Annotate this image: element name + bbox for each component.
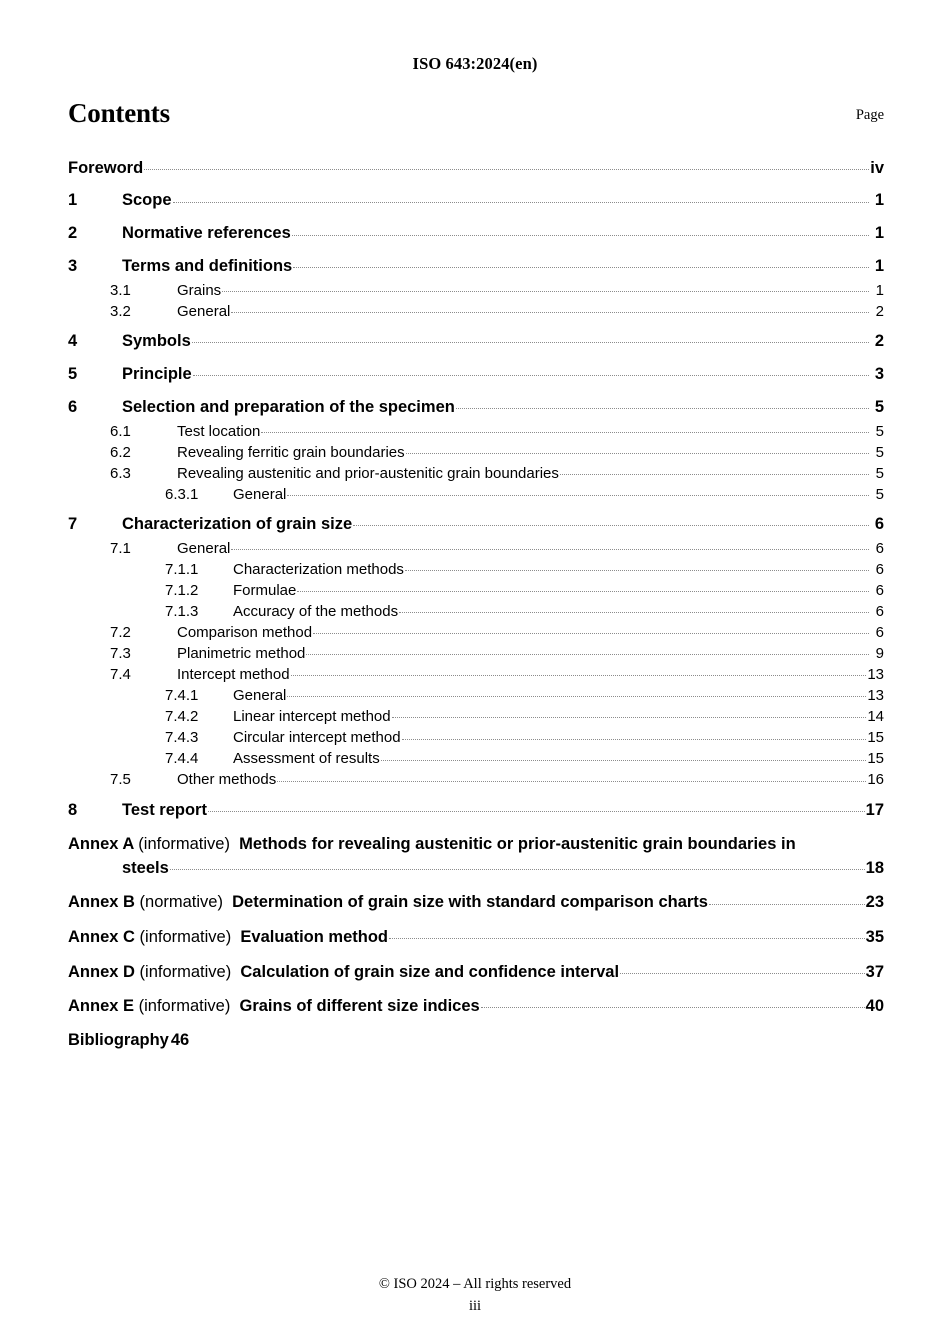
dot-leader — [292, 222, 869, 239]
toc-entry-label: Bibliography — [68, 1031, 169, 1050]
toc-page-number: 35 — [865, 927, 884, 946]
toc-page-number: 23 — [865, 893, 884, 912]
toc-page-number: 13 — [867, 686, 884, 704]
toc-annex-row — [68, 960, 884, 984]
toc-entry[interactable] — [68, 769, 884, 789]
dot-leader — [192, 330, 869, 347]
toc-entry[interactable] — [68, 538, 884, 558]
toc-entry-number: 7.1 — [110, 539, 131, 557]
toc-page-number: 37 — [865, 962, 884, 981]
toc-annex-row — [68, 891, 884, 915]
toc-page-number: 46 — [170, 1031, 190, 1050]
toc-annex-name: Annex D — [68, 962, 135, 981]
toc-entry[interactable] — [68, 396, 884, 420]
toc-annex-kind: (informative) — [138, 997, 231, 1016]
toc-entry[interactable] — [68, 559, 884, 579]
toc-annex-title: Calculation of grain size and confidence interval — [240, 962, 620, 981]
toc-entry-number: 3.1 — [110, 281, 131, 299]
toc-entry-number: 7.1.2 — [165, 581, 199, 599]
toc-entry-number: 3 — [68, 257, 78, 276]
toc-page-number: 6 — [875, 539, 884, 557]
toc-entry[interactable] — [68, 442, 884, 462]
page-column-label: Page — [855, 107, 884, 123]
toc-annex-title: Determination of grain size with standard comparison charts — [232, 893, 708, 912]
dot-leader — [291, 664, 867, 679]
toc-entry-number: 7.4.1 — [165, 686, 199, 704]
toc-annex-title: Evaluation method — [240, 927, 388, 946]
toc-page-number: iv — [870, 158, 884, 177]
toc-page-number: 6 — [875, 581, 884, 599]
toc-entry[interactable] — [68, 664, 884, 684]
toc-page-number: 2 — [874, 332, 884, 351]
dot-leader — [456, 396, 869, 413]
dot-leader — [287, 685, 866, 700]
toc-annex-line-2 — [68, 856, 884, 880]
toc-entry[interactable] — [68, 301, 884, 321]
toc-page-number: 6 — [875, 602, 884, 620]
toc-entry-number: 7.2 — [110, 623, 131, 641]
toc-entry[interactable] — [68, 421, 884, 441]
toc-entry-label: Symbols — [122, 332, 191, 351]
toc-entry[interactable] — [68, 189, 884, 213]
toc-page-number: 5 — [875, 464, 884, 482]
toc-annex-row — [68, 995, 884, 1019]
toc-entry-label: Terms and definitions — [122, 257, 293, 276]
toc-page-number: 1 — [874, 191, 884, 210]
toc-entry-number: 6.2 — [110, 443, 131, 461]
toc-entry-label: General — [177, 302, 231, 320]
dot-leader — [620, 960, 865, 977]
toc-page-number: 5 — [875, 443, 884, 461]
toc-page-number: 1 — [874, 224, 884, 243]
toc-entry-label: Selection and preparation of the specimen — [122, 398, 455, 417]
toc-annex-name: Annex C — [68, 927, 135, 946]
table-of-contents — [68, 156, 884, 1052]
toc-annex-kind: (normative) — [139, 893, 223, 912]
dot-leader — [261, 421, 869, 436]
toc-annex-title-continued: steels — [122, 858, 169, 877]
toc-annex-row — [68, 925, 884, 949]
toc-annex-kind: (informative) — [139, 927, 232, 946]
toc-annex-heading — [68, 891, 708, 914]
toc-entry[interactable] — [68, 748, 884, 768]
toc-page-number: 5 — [875, 485, 884, 503]
toc-entry[interactable] — [68, 601, 884, 621]
dot-leader — [392, 706, 867, 721]
toc-entry-label: Formulae — [233, 581, 297, 599]
toc-entry-label: Principle — [122, 365, 192, 384]
toc-entry[interactable] — [68, 643, 884, 663]
contents-header-row — [68, 100, 884, 127]
toc-entry-label: Normative references — [122, 224, 291, 243]
toc-page-number: 2 — [875, 302, 884, 320]
toc-entry-number: 7 — [68, 515, 78, 534]
dot-leader — [144, 156, 869, 173]
toc-annex-name: Annex A — [68, 835, 134, 854]
toc-entry[interactable] — [68, 622, 884, 642]
toc-entry-label: General — [177, 539, 231, 557]
toc-entry-number: 7.4 — [110, 665, 131, 683]
toc-page-number: 15 — [867, 729, 884, 747]
toc-entry-bibliography[interactable] — [68, 1029, 884, 1052]
toc-entry-label: Test location — [177, 422, 261, 440]
toc-page-number: 6 — [875, 623, 884, 641]
toc-page-number: 6 — [874, 515, 884, 534]
toc-annex-kind: (informative) — [138, 835, 230, 854]
toc-annex-line-1 — [68, 833, 884, 856]
toc-entry-label: Comparison method — [177, 623, 313, 641]
toc-entry-number: 7.4.2 — [165, 708, 199, 726]
dot-leader — [287, 484, 869, 499]
dot-leader — [560, 463, 869, 478]
toc-entry-label: Assessment of results — [233, 750, 380, 768]
toc-page-number: 6 — [875, 560, 884, 578]
toc-annex-entry[interactable] — [68, 925, 884, 949]
toc-entry-label: Planimetric method — [177, 644, 306, 662]
toc-annex-name: Annex B — [68, 893, 135, 912]
dot-leader — [208, 798, 865, 815]
dot-leader — [481, 995, 865, 1012]
toc-entry-label: General — [233, 686, 287, 704]
dot-leader — [399, 601, 869, 616]
dot-leader — [709, 891, 865, 908]
dot-leader — [313, 622, 869, 637]
dot-leader — [293, 255, 869, 272]
toc-entry-number: 7.1.3 — [165, 602, 199, 620]
toc-entry[interactable] — [68, 280, 884, 300]
toc-entry-label: Grains — [177, 281, 222, 299]
toc-annex-entry[interactable] — [68, 960, 884, 984]
toc-entry[interactable] — [68, 222, 884, 246]
dot-leader — [353, 513, 869, 530]
toc-entry-label: Accuracy of the methods — [233, 602, 399, 620]
toc-entry-number: 7.4.4 — [165, 750, 199, 768]
toc-annex-entry[interactable] — [68, 833, 884, 880]
toc-entry-label: Circular intercept method — [233, 729, 401, 747]
dot-leader — [277, 769, 866, 784]
toc-page-number: 3 — [874, 365, 884, 384]
dot-leader — [170, 856, 865, 873]
toc-entry-label: Revealing ferritic grain boundaries — [177, 443, 405, 461]
toc-entry-label: General — [233, 485, 287, 503]
dot-leader — [222, 280, 869, 295]
toc-entry[interactable] — [68, 255, 884, 279]
toc-annex-title: Methods for revealing austenitic or prior-austenitic grain boundaries in — [239, 835, 796, 854]
toc-page-number: 17 — [865, 800, 884, 819]
toc-page-number: 14 — [867, 708, 884, 726]
dot-leader — [405, 559, 869, 574]
toc-page-number: 9 — [875, 644, 884, 662]
toc-entry-label: Revealing austenitic and prior-austenitic grain boundaries — [177, 464, 559, 482]
dot-leader — [231, 538, 869, 553]
toc-annex-heading — [68, 926, 388, 949]
dot-leader — [389, 925, 865, 942]
toc-page-number: 40 — [865, 997, 884, 1016]
dot-leader — [406, 442, 869, 457]
toc-entry[interactable] — [68, 156, 884, 180]
toc-entry-number: 6.3.1 — [165, 485, 199, 503]
toc-entry-number: 5 — [68, 365, 78, 384]
toc-entry-number: 7.3 — [110, 644, 131, 662]
page-folio: iii — [468, 1298, 482, 1314]
dot-leader — [297, 580, 869, 595]
toc-page-number: 5 — [874, 398, 884, 417]
page-title: Contents — [68, 98, 170, 128]
toc-entry-number: 7.5 — [110, 771, 131, 789]
toc-entry-number: 3.2 — [110, 302, 131, 320]
toc-entry-label: Characterization of grain size — [122, 515, 353, 534]
toc-page-number: 16 — [867, 771, 884, 789]
footer-copyright: © ISO 2024 – All rights reserved — [378, 1276, 572, 1292]
toc-entry-number: 1 — [68, 191, 78, 210]
toc-entry-label: Scope — [122, 191, 172, 210]
toc-entry[interactable] — [68, 463, 884, 483]
toc-entry[interactable] — [68, 706, 884, 726]
toc-entry-label: Characterization methods — [233, 560, 404, 578]
toc-entry[interactable] — [68, 580, 884, 600]
toc-entry-label: Test report — [122, 800, 207, 819]
toc-page-number: 5 — [875, 422, 884, 440]
toc-entry-number: 2 — [68, 224, 78, 243]
toc-entry[interactable] — [68, 685, 884, 705]
toc-entry-label: Other methods — [177, 771, 277, 789]
toc-entry[interactable] — [68, 513, 884, 537]
toc-entry-label: Intercept method — [177, 665, 290, 683]
toc-annex-entry[interactable] — [68, 995, 884, 1019]
toc-entry[interactable] — [68, 798, 884, 822]
toc-entry-number: 4 — [68, 332, 78, 351]
running-header: ISO 643:2024(en) — [412, 54, 538, 73]
dot-leader — [306, 643, 869, 658]
dot-leader — [231, 301, 869, 316]
toc-entry[interactable] — [68, 727, 884, 747]
toc-entry-number: 7.4.3 — [165, 729, 199, 747]
dot-leader — [193, 363, 869, 380]
toc-page-number: 18 — [865, 858, 884, 877]
toc-annex-title: Grains of different size indices — [239, 997, 480, 1016]
toc-entry-number: 7.1.1 — [165, 560, 199, 578]
toc-page-number: 13 — [867, 665, 884, 683]
dot-leader — [402, 727, 867, 742]
toc-entry-number: 6.3 — [110, 464, 131, 482]
toc-entry-label: Foreword — [68, 158, 144, 177]
toc-entry-label: Linear intercept method — [233, 708, 391, 726]
toc-entry[interactable] — [68, 330, 884, 354]
toc-page-number: 1 — [875, 281, 884, 299]
toc-annex-heading — [68, 961, 619, 984]
toc-annex-entry[interactable] — [68, 891, 884, 915]
dot-leader — [173, 189, 869, 206]
toc-entry[interactable] — [68, 363, 884, 387]
toc-annex-name: Annex E — [68, 997, 135, 1016]
toc-entry-number: 6 — [68, 398, 78, 417]
toc-annex-kind: (informative) — [139, 962, 232, 981]
toc-annex-heading — [68, 995, 480, 1018]
toc-entry-number: 8 — [68, 800, 78, 819]
dot-leader — [381, 748, 867, 763]
toc-entry[interactable] — [68, 484, 884, 504]
toc-page-number: 1 — [874, 257, 884, 276]
toc-page-number: 15 — [867, 750, 884, 768]
toc-entry-number: 6.1 — [110, 422, 131, 440]
